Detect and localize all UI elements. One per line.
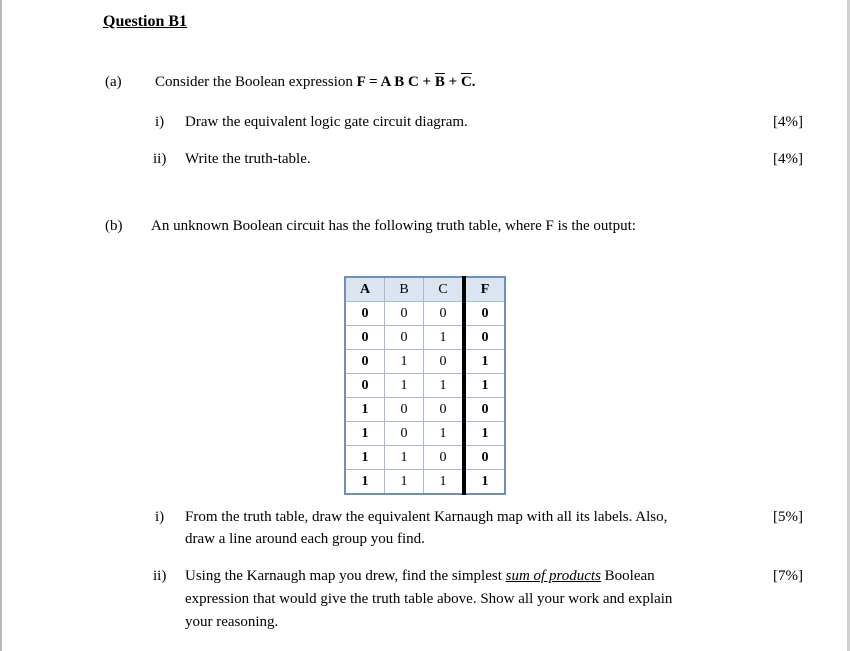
part-b-item-1-num: i) <box>155 509 165 525</box>
question-heading: Question B1 <box>103 13 188 30</box>
part-b-intro: An unknown Boolean circuit has the following truth table, where F is the output: <box>151 218 636 234</box>
cell-b: 1 <box>385 374 424 398</box>
cell-b: 0 <box>385 302 424 326</box>
cell-a: 1 <box>345 398 385 422</box>
cell-c: 0 <box>424 446 465 470</box>
cell-c: 1 <box>424 422 465 446</box>
expression-main: F = A B C + <box>356 74 435 90</box>
part-b-item-2-line-2: expression that would give the truth table above. Show all your work and explain <box>185 591 673 607</box>
part-b-item-1-line-1: From the truth table, draw the equivalent Karnaugh map with all its labels. Also, <box>185 509 668 525</box>
expression-b-bar: $\overline{B}$ <box>434 74 445 90</box>
cell-c: 0 <box>424 350 465 374</box>
cell-c: 1 <box>424 374 465 398</box>
cell-f: 0 <box>464 326 505 350</box>
table-row <box>345 302 505 326</box>
header-b: B <box>385 277 424 302</box>
cell-f: 0 <box>464 446 505 470</box>
header-f: F <box>464 277 505 302</box>
cell-f: 1 <box>464 350 505 374</box>
part-a-intro <box>155 74 476 91</box>
cell-c: 1 <box>424 470 465 495</box>
part-b-item-2-prefix: Using the Karnaugh map you drew, find the simplest <box>185 568 506 584</box>
part-b-item-2-num: ii) <box>153 568 167 584</box>
cell-a: 1 <box>345 446 385 470</box>
part-a-item-2-num: ii) <box>153 151 167 167</box>
expression-c-bar: $\overline{C}$ <box>460 74 472 90</box>
part-b-item-2-line-1 <box>185 568 655 585</box>
part-b-item-2-suffix: Boolean <box>600 568 655 584</box>
header-c: C <box>424 277 465 302</box>
truth-table <box>344 276 506 495</box>
cell-b: 0 <box>385 422 424 446</box>
part-a-item-1-marks: [4%] <box>773 114 803 130</box>
cell-f: 1 <box>464 470 505 495</box>
table-row <box>345 350 505 374</box>
cell-b: 0 <box>385 326 424 350</box>
expression-end: . <box>471 74 476 90</box>
part-a-item-2-text: Write the truth-table. <box>185 151 311 167</box>
table-row <box>345 374 505 398</box>
table-row <box>345 398 505 422</box>
cell-f: 0 <box>464 398 505 422</box>
part-b-item-1-line-2: draw a line around each group you find. <box>185 531 425 547</box>
cell-f: 1 <box>464 374 505 398</box>
cell-b: 1 <box>385 446 424 470</box>
part-a-label: (a) <box>105 74 122 90</box>
part-a-item-1-num: i) <box>155 114 165 130</box>
part-a-intro-prefix: Consider the Boolean expression <box>155 74 357 90</box>
cell-c: 0 <box>424 398 465 422</box>
table-row <box>345 326 505 350</box>
cell-b: 1 <box>385 470 424 495</box>
part-a-item-2-marks: [4%] <box>773 151 803 167</box>
sum-of-products-emphasis: sum of products <box>505 568 601 584</box>
part-a-item-1-text: Draw the equivalent logic gate circuit diagram. <box>185 114 468 130</box>
cell-f: 0 <box>464 302 505 326</box>
part-b-item-2-line-3: your reasoning. <box>185 614 279 630</box>
part-b-item-2-marks: [7%] <box>773 568 803 584</box>
table-row <box>345 446 505 470</box>
cell-c: 0 <box>424 302 465 326</box>
cell-a: 0 <box>345 374 385 398</box>
cell-a: 0 <box>345 326 385 350</box>
table-row <box>345 422 505 446</box>
cell-f: 1 <box>464 422 505 446</box>
part-b-label: (b) <box>105 218 123 234</box>
part-b-item-1-marks: [5%] <box>773 509 803 525</box>
expression-plus: + <box>444 74 461 90</box>
cell-b: 0 <box>385 398 424 422</box>
cell-a: 0 <box>345 350 385 374</box>
page-left-border <box>0 0 2 651</box>
cell-a: 1 <box>345 422 385 446</box>
cell-b: 1 <box>385 350 424 374</box>
cell-c: 1 <box>424 326 465 350</box>
cell-a: 0 <box>345 302 385 326</box>
header-a: A <box>345 277 385 302</box>
truth-table-header <box>345 277 505 302</box>
cell-a: 1 <box>345 470 385 495</box>
table-row <box>345 470 505 495</box>
